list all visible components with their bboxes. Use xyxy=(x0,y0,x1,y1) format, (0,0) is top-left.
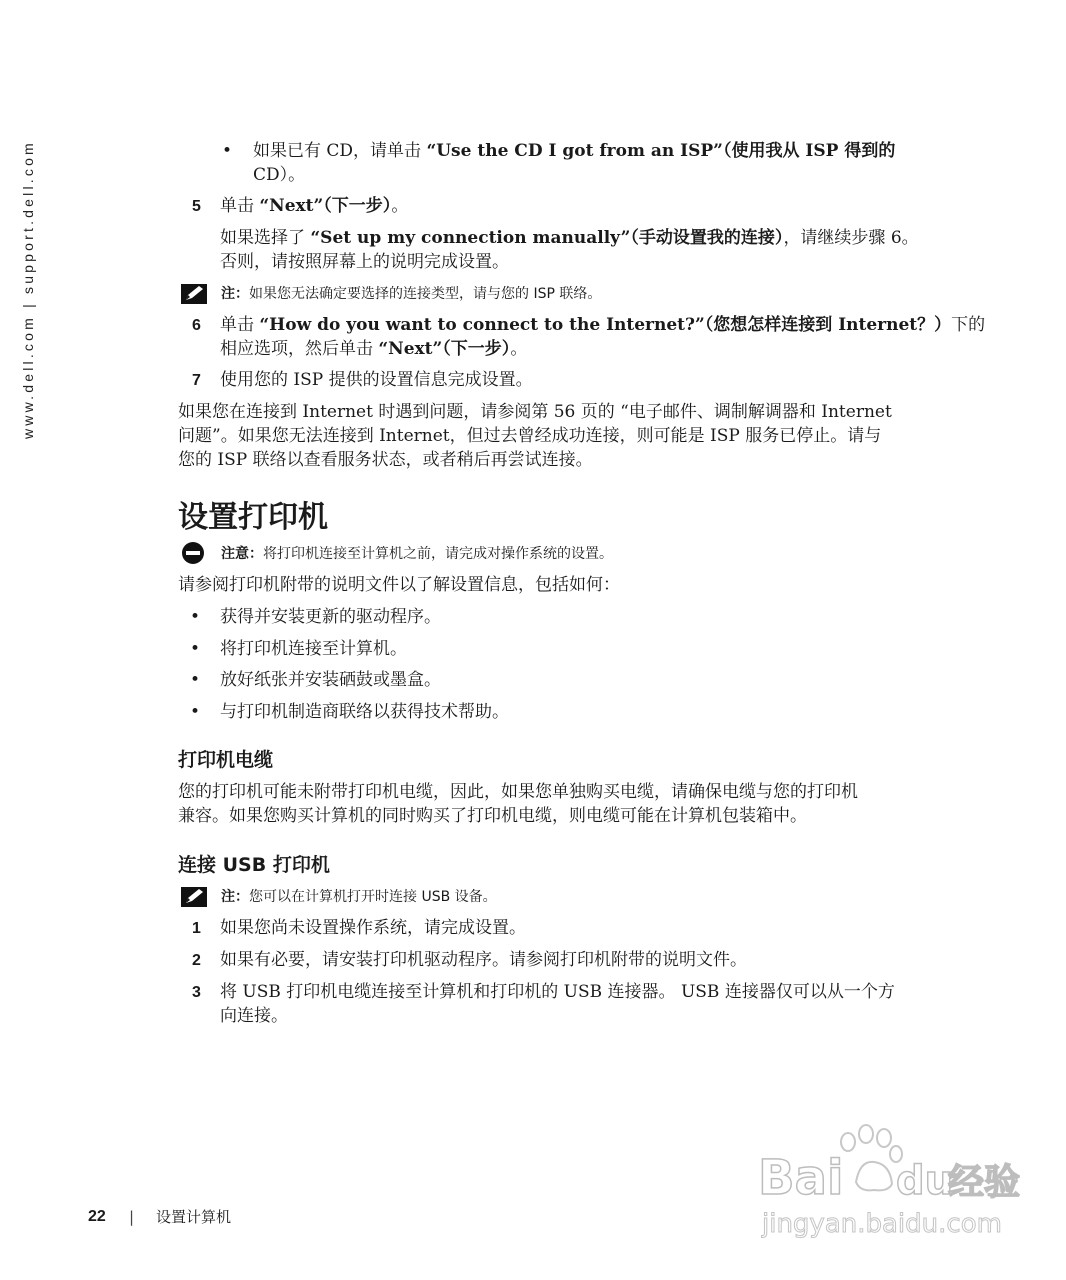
paragraph-line: 您的 ISP 联络以查看服务状态，或者稍后再尝试连接。 xyxy=(178,450,593,470)
bullet-dot: • xyxy=(190,607,201,627)
paragraph-line: 问题”。如果您无法连接到 Internet，但过去曾经成功连接，则可能是 ISP 服务已停止。请与 xyxy=(178,426,882,446)
usb-step-text-line2: 向连接。 xyxy=(220,1006,288,1026)
step-number: 7 xyxy=(192,372,201,389)
usb-step-text: 将 USB 打印机电缆连接至计算机和打印机的 USB 连接器。 USB 连接器仅可以从一个方 xyxy=(220,982,895,1002)
pencil-note-icon xyxy=(180,283,208,305)
note-text: 注：您可以在计算机打开时连接 USB 设备。 xyxy=(221,889,497,905)
bullet-cd-line2: CD）。 xyxy=(253,165,306,185)
subsection-heading: 连接 USB 打印机 xyxy=(178,854,330,876)
usb-step-text: 如果有必要，请安装打印机驱动程序。请参阅打印机附带的说明文件。 xyxy=(220,950,747,970)
notice-text: 注意：将打印机连接至计算机之前，请完成对操作系统的设置。 xyxy=(221,546,613,562)
paragraph-line: 兼容。如果您购买计算机的同时购买了打印机电缆，则电缆可能在计算机包装箱中。 xyxy=(178,806,807,826)
step5-text: 单击 “Next”（下一步）。 xyxy=(220,196,409,216)
list-item: 将打印机连接至计算机。 xyxy=(220,639,407,659)
step-number: 1 xyxy=(192,920,201,937)
step5-sub-line2: 否则，请按照屏幕上的说明完成设置。 xyxy=(220,252,509,272)
svg-text:Bai: Bai xyxy=(758,1150,844,1206)
footer-separator: | xyxy=(129,1208,135,1226)
pencil-note-icon xyxy=(180,886,208,908)
step5-sub: 如果选择了 “Set up my connection manually”（手动设置我的连接），请继续步骤 6。 xyxy=(220,228,919,248)
list-item: 获得并安装更新的驱动程序。 xyxy=(220,607,441,627)
notice-icon xyxy=(181,541,205,565)
bullet-cd: 如果已有 CD，请单击 “Use the CD I got from an ISP”（使用我从 ISP 得到的 xyxy=(253,141,896,161)
step-number: 6 xyxy=(192,317,201,334)
note-text: 注：如果您无法确定要选择的连接类型，请与您的 ISP 联络。 xyxy=(221,286,602,302)
step-number: 3 xyxy=(192,984,201,1001)
usb-step-text: 如果您尚未设置操作系统，请完成设置。 xyxy=(220,918,526,938)
subsection-heading: 打印机电缆 xyxy=(178,749,274,771)
footer-title: 设置计算机 xyxy=(156,1208,232,1226)
bullet-dot: • xyxy=(190,639,201,659)
page-number: 22 xyxy=(88,1208,106,1225)
svg-text:jingyan.baidu.com: jingyan.baidu.com xyxy=(762,1209,1002,1239)
bullet-dot: • xyxy=(222,141,233,161)
list-item: 与打印机制造商联络以获得技术帮助。 xyxy=(220,702,509,722)
step6-text: 单击 “How do you want to connect to the Internet?”（您想怎样连接到 Internet？）下的 xyxy=(220,315,986,335)
bullet-dot: • xyxy=(190,670,201,690)
baidu-watermark-logo xyxy=(748,1112,1028,1252)
step6-line2: 相应选项，然后单击 “Next”（下一步）。 xyxy=(220,339,528,359)
step7-text: 使用您的 ISP 提供的设置信息完成设置。 xyxy=(220,370,533,390)
step-number: 2 xyxy=(192,952,201,969)
svg-text:du: du xyxy=(896,1158,954,1204)
side-url: www.dell.com | support.dell.com xyxy=(20,140,36,439)
intro-text: 请参阅打印机附带的说明文件以了解设置信息，包括如何： xyxy=(178,575,620,595)
svg-text:经验: 经验 xyxy=(948,1162,1021,1203)
paragraph-line: 如果您在连接到 Internet 时遇到问题，请参阅第 56 页的 “电子邮件、调制解调器和 Internet xyxy=(178,402,892,422)
paragraph-line: 您的打印机可能未附带打印机电缆，因此，如果您单独购买电缆，请确保电缆与您的打印机 xyxy=(178,782,858,802)
list-item: 放好纸张并安装硒鼓或墨盒。 xyxy=(220,670,441,690)
step-number: 5 xyxy=(192,198,201,215)
bullet-dot: • xyxy=(190,702,201,722)
section-heading: 设置打印机 xyxy=(178,500,328,535)
